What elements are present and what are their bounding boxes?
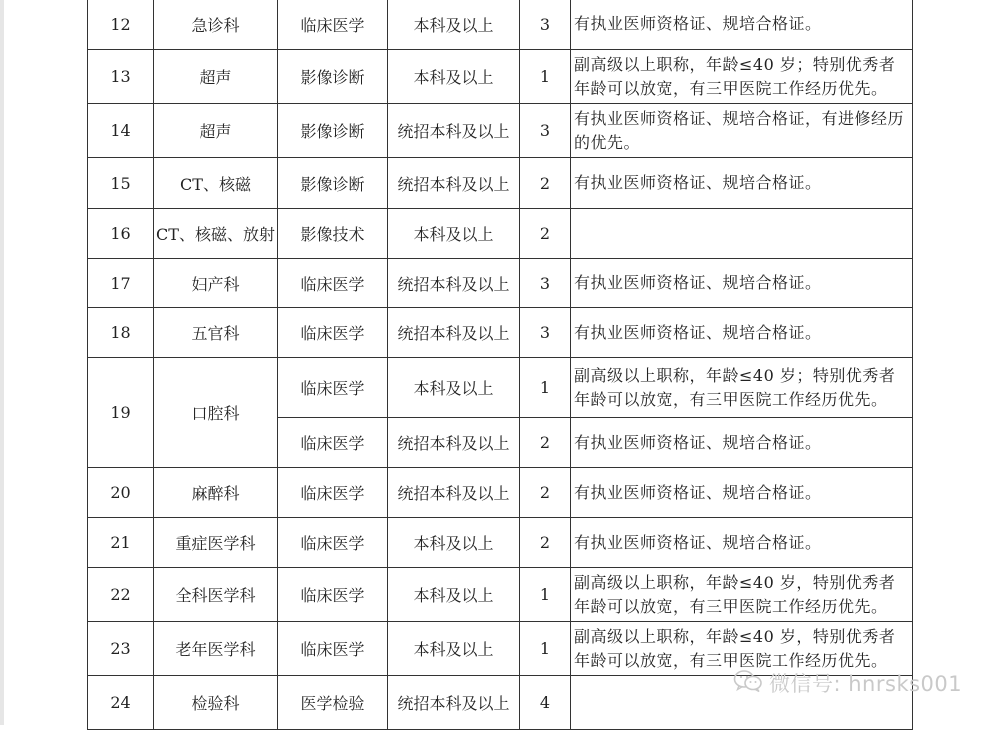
wechat-icon: [733, 669, 769, 698]
requirements: [571, 209, 913, 259]
row-number: 13: [88, 50, 154, 104]
department: 急诊科: [154, 0, 278, 50]
row-number: 21: [88, 518, 154, 568]
education: 本科及以上: [388, 568, 520, 622]
requirements: 有执业医师资格证、规培合格证。: [571, 308, 913, 358]
major: 影像诊断: [278, 104, 388, 158]
major: 临床医学: [278, 418, 388, 468]
table-row: [88, 259, 913, 308]
row-number: 20: [88, 468, 154, 518]
row-number: 15: [88, 158, 154, 209]
table-row: [88, 0, 913, 50]
table-row: [88, 468, 913, 518]
table-row: [88, 209, 913, 259]
department: 超声: [154, 50, 278, 104]
department: CT、核磁: [154, 158, 278, 209]
recruitment-table: [87, 0, 913, 730]
major: 临床医学: [278, 308, 388, 358]
requirements: 有执业医师资格证、规培合格证。: [571, 158, 913, 209]
major: 医学检验: [278, 676, 388, 730]
major: 影像技术: [278, 209, 388, 259]
department: CT、核磁、放射: [154, 209, 278, 259]
headcount: 3: [520, 259, 571, 308]
requirements: 有执业医师资格证、规培合格证。: [571, 468, 913, 518]
requirements: 有执业医师资格证、规培合格证。: [571, 0, 913, 50]
requirements: 副高级以上职称，年龄≤40 岁；特别优秀者年龄可以放宽，有三甲医院工作经历优先。: [571, 50, 913, 104]
row-number: 22: [88, 568, 154, 622]
department: 检验科: [154, 676, 278, 730]
table-row: [88, 568, 913, 622]
education: 本科及以上: [388, 209, 520, 259]
education: 统招本科及以上: [388, 104, 520, 158]
department: 重症医学科: [154, 518, 278, 568]
table-row: [88, 308, 913, 358]
page-edge-shadow: [0, 0, 4, 725]
education: 本科及以上: [388, 0, 520, 50]
education: 统招本科及以上: [388, 676, 520, 730]
department: 妇产科: [154, 259, 278, 308]
major: 临床医学: [278, 468, 388, 518]
row-number: 17: [88, 259, 154, 308]
department: 麻醉科: [154, 468, 278, 518]
major: 影像诊断: [278, 158, 388, 209]
requirements: 副高级以上职称，年龄≤40 岁，特别优秀者年龄可以放宽，有三甲医院工作经历优先。: [571, 622, 913, 676]
row-number: 19: [88, 358, 154, 468]
education: 统招本科及以上: [388, 158, 520, 209]
requirements: 有执业医师资格证、规培合格证，有进修经历的优先。: [571, 104, 913, 158]
headcount: 4: [520, 676, 571, 730]
headcount: 2: [520, 209, 571, 259]
department: 口腔科: [154, 358, 278, 468]
major: 临床医学: [278, 622, 388, 676]
major: 临床医学: [278, 358, 388, 418]
education: 本科及以上: [388, 358, 520, 418]
education: 本科及以上: [388, 622, 520, 676]
education: 本科及以上: [388, 518, 520, 568]
table-row: [88, 358, 913, 418]
education: 统招本科及以上: [388, 468, 520, 518]
headcount: 2: [520, 468, 571, 518]
table-row: [88, 158, 913, 209]
headcount: 2: [520, 518, 571, 568]
requirements: 副高级以上职称，年龄≤40 岁；特别优秀者年龄可以放宽，有三甲医院工作经历优先。: [571, 358, 913, 418]
department: 全科医学科: [154, 568, 278, 622]
headcount: 3: [520, 308, 571, 358]
headcount: 1: [520, 568, 571, 622]
education: 统招本科及以上: [388, 259, 520, 308]
department: 五官科: [154, 308, 278, 358]
major: 临床医学: [278, 0, 388, 50]
row-number: 24: [88, 676, 154, 730]
education: 统招本科及以上: [388, 308, 520, 358]
row-number: 12: [88, 0, 154, 50]
major: 影像诊断: [278, 50, 388, 104]
table-row: [88, 518, 913, 568]
requirements: 有执业医师资格证、规培合格证。: [571, 518, 913, 568]
headcount: 3: [520, 104, 571, 158]
headcount: 1: [520, 50, 571, 104]
row-number: 23: [88, 622, 154, 676]
row-number: 18: [88, 308, 154, 358]
row-number: 14: [88, 104, 154, 158]
major: 临床医学: [278, 518, 388, 568]
major: 临床医学: [278, 568, 388, 622]
requirements: 有执业医师资格证、规培合格证。: [571, 418, 913, 468]
headcount: 3: [520, 0, 571, 50]
requirements: 副高级以上职称，年龄≤40 岁，特别优秀者年龄可以放宽，有三甲医院工作经历优先。: [571, 568, 913, 622]
department: 超声: [154, 104, 278, 158]
headcount: 1: [520, 622, 571, 676]
education: 本科及以上: [388, 50, 520, 104]
table-row: [88, 104, 913, 158]
headcount: 2: [520, 418, 571, 468]
requirements: 有执业医师资格证、规培合格证。: [571, 259, 913, 308]
wechat-watermark: [733, 668, 973, 698]
table-row: [88, 50, 913, 104]
headcount: 2: [520, 158, 571, 209]
department: 老年医学科: [154, 622, 278, 676]
education: 统招本科及以上: [388, 418, 520, 468]
watermark-text: 微信号: hnrsks001: [769, 672, 963, 696]
headcount: 1: [520, 358, 571, 418]
row-number: 16: [88, 209, 154, 259]
major: 临床医学: [278, 259, 388, 308]
